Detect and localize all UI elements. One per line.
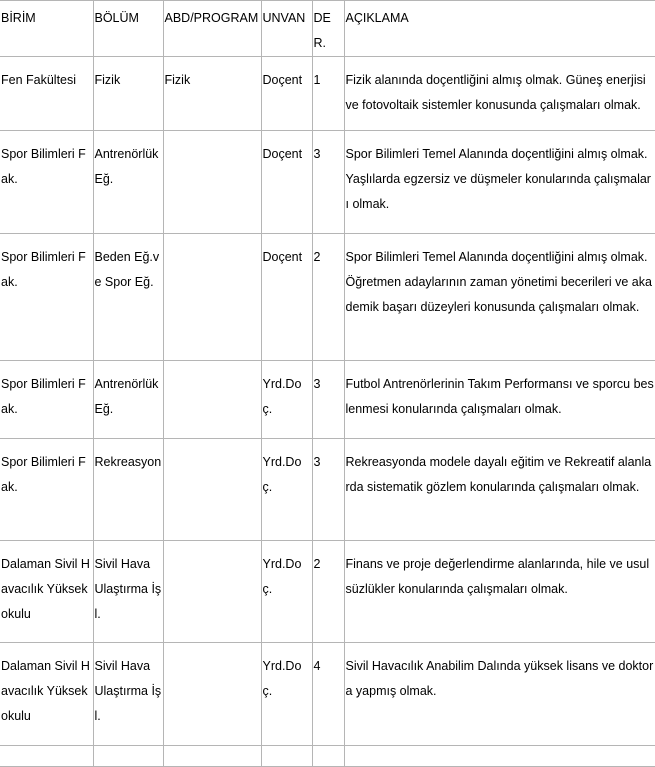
table-row [0,439,655,541]
table-row [0,541,655,643]
header-der: DER. [312,1,344,57]
header-row [0,1,655,57]
cell-bolum: Rekreasyon [93,439,163,541]
cell-bolum: Antrenörlük Eğ. [93,361,163,439]
header-bolum: BÖLÜM [93,1,163,57]
table-row [0,361,655,439]
table-row [0,131,655,234]
cell-der: 4 [312,643,344,746]
cell-birim: Spor Bilimleri Fak. [0,131,93,234]
cell-birim: Dalaman Sivil Havacılık Yüksekokulu [0,541,93,643]
cell-aciklama: Finans ve proje değerlendirme alanlarında, hile ve usulsüzlükler konularında çalışmaları olmak. [344,541,655,643]
cell-birim: Spor Bilimleri Fak. [0,439,93,541]
cell-der: 3 [312,439,344,541]
cell-der: 3 [312,131,344,234]
cell-bolum: Sivil Hava Ulaştırma İşl. [93,643,163,746]
cell-birim: Dalaman Sivil Havacılık Yüksekokulu [0,643,93,746]
cell-unvan: Yrd.Doç. [261,541,312,643]
cell-birim: Spor Bilimleri Fak. [0,361,93,439]
header-unvan: UNVAN [261,1,312,57]
cell-bolum: Beden Eğ.ve Spor Eğ. [93,234,163,361]
cell-program [163,131,261,234]
cell-bolum: Antrenörlük Eğ. [93,131,163,234]
cell-program [163,234,261,361]
header-birim: BİRİM [0,1,93,57]
cell-der: 3 [312,361,344,439]
cell-program [163,439,261,541]
cell-empty [312,746,344,767]
table-row [0,57,655,131]
cell-unvan: Doçent [261,57,312,131]
cell-program [163,643,261,746]
cell-program: Fizik [163,57,261,131]
table-row [0,643,655,746]
cell-der: 1 [312,57,344,131]
cell-unvan: Doçent [261,234,312,361]
cell-unvan: Yrd.Doç. [261,643,312,746]
header-aciklama: AÇIKLAMA [344,1,655,57]
cell-birim: Spor Bilimleri Fak. [0,234,93,361]
cell-aciklama: Sivil Havacılık Anabilim Dalında yüksek lisans ve doktora yapmış olmak. [344,643,655,746]
cell-unvan: Yrd.Doç. [261,361,312,439]
header-program: ABD/PROGRAM [163,1,261,57]
cell-empty [163,746,261,767]
cell-empty [344,746,655,767]
cell-der: 2 [312,234,344,361]
cell-empty [261,746,312,767]
cell-unvan: Yrd.Doç. [261,439,312,541]
cell-bolum: Fizik [93,57,163,131]
cell-aciklama: Rekreasyonda modele dayalı eğitim ve Rekreatif alanlarda sistematik gözlem konularında çalışmaları olmak. [344,439,655,541]
cell-der: 2 [312,541,344,643]
cell-bolum: Sivil Hava Ulaştırma İşl. [93,541,163,643]
cell-birim: Fen Fakültesi [0,57,93,131]
cell-unvan: Doçent [261,131,312,234]
cell-aciklama: Spor Bilimleri Temel Alanında doçentliğini almış olmak. Öğretmen adaylarının zaman yönetimi becerileri ve akademik başarı düzeyleri konusunda çalışmaları olmak. [344,234,655,361]
cell-program [163,361,261,439]
table-row [0,234,655,361]
cell-empty [93,746,163,767]
table-row-truncated [0,746,655,767]
cell-program [163,541,261,643]
cell-aciklama: Fizik alanında doçentliğini almış olmak. Güneş enerjisi ve fotovoltaik sistemler konusunda çalışmaları olmak. [344,57,655,131]
cell-empty [0,746,93,767]
cell-aciklama: Spor Bilimleri Temel Alanında doçentliğini almış olmak. Yaşlılarda egzersiz ve düşmeler konularında çalışmaları olmak. [344,131,655,234]
cell-aciklama: Futbol Antrenörlerinin Takım Performansı ve sporcu beslenmesi konularında çalışmaları olmak. [344,361,655,439]
